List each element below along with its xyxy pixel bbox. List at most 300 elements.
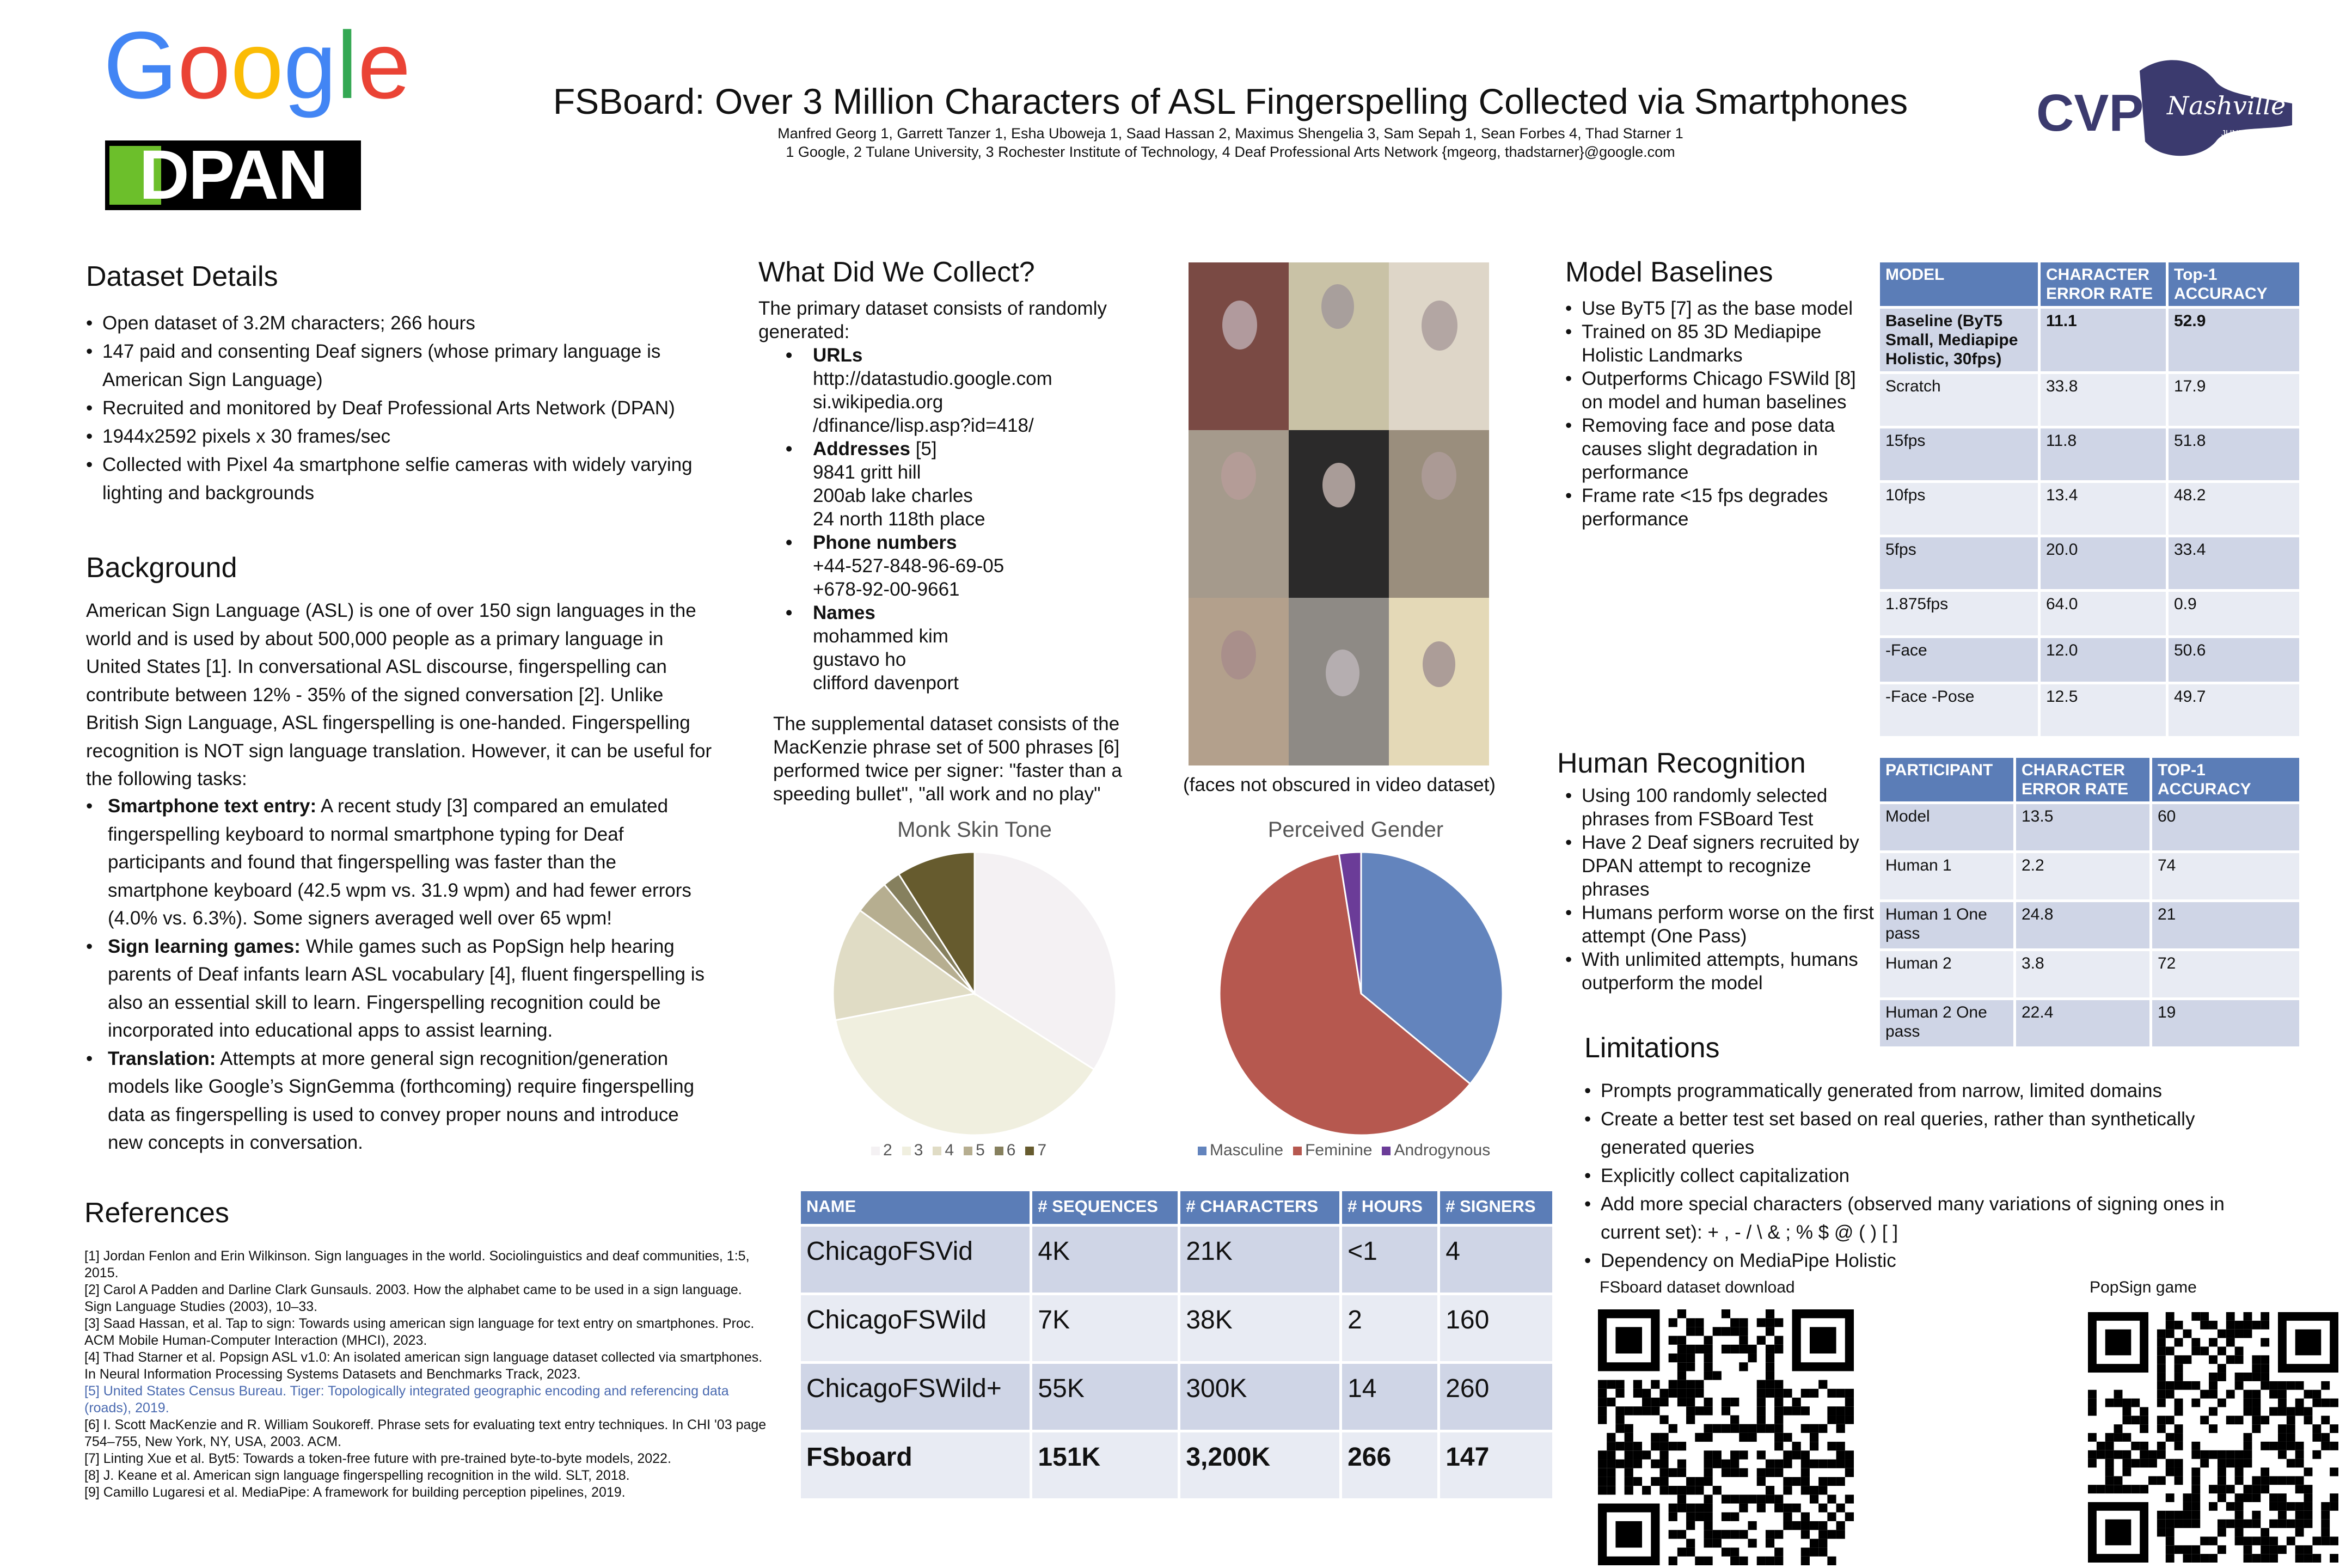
qr-module	[2191, 1493, 2200, 1502]
qr-module	[2278, 1493, 2287, 1502]
qr-finder	[2105, 1330, 2132, 1356]
qr-module	[2191, 1485, 2200, 1493]
table-cell: 22.4	[2016, 1000, 2149, 1046]
qr-module	[2261, 1355, 2269, 1364]
table-header-row	[801, 1191, 1552, 1224]
qr-module	[1669, 1424, 1677, 1433]
qr-module	[2295, 1442, 2304, 1450]
list-item: • Removing face and pose data causes slight degradation in performance	[1565, 414, 1870, 484]
qr-module	[2209, 1424, 2218, 1433]
qr-module	[1774, 1442, 1783, 1450]
qr-module	[2157, 1346, 2166, 1355]
qr-module	[2191, 1554, 2200, 1563]
qr-module	[1801, 1389, 1810, 1398]
signer-photo	[1189, 430, 1289, 598]
qr-module	[1827, 1557, 1836, 1565]
qr-module	[2235, 1502, 2244, 1511]
google-logo-l: l	[336, 13, 358, 119]
qr-module	[1836, 1504, 1845, 1512]
table-cell: 2.2	[2016, 853, 2149, 899]
qr-module	[1669, 1318, 1677, 1327]
qr-module	[2166, 1312, 2175, 1321]
qr-module	[2278, 1502, 2287, 1511]
qr-module	[2191, 1476, 2200, 1485]
qr-module	[2114, 1433, 2123, 1442]
qr-module	[1598, 1450, 1607, 1459]
qr-module	[1757, 1424, 1766, 1433]
qr-module	[1659, 1442, 1668, 1450]
qr-module	[2175, 1364, 2183, 1373]
qr-module	[2252, 1390, 2261, 1399]
qr-module	[2295, 1476, 2304, 1485]
qr-module	[1659, 1389, 1668, 1398]
qr-module	[2244, 1312, 2252, 1321]
qr-module	[2114, 1450, 2123, 1459]
qr-module	[1669, 1389, 1677, 1398]
qr-module	[1677, 1362, 1686, 1371]
qr-module	[1783, 1433, 1792, 1442]
qr-module	[2226, 1312, 2235, 1321]
qr-module	[1836, 1521, 1845, 1530]
qr-module	[2244, 1321, 2252, 1330]
qr-module	[1739, 1336, 1748, 1345]
table-row	[801, 1364, 1552, 1430]
qr-module	[2261, 1364, 2269, 1373]
qr-module	[1801, 1548, 1810, 1557]
qr-module	[2131, 1442, 2140, 1450]
qr-module	[2226, 1416, 2235, 1424]
qr-module	[2278, 1442, 2287, 1450]
qr-module	[2218, 1520, 2226, 1528]
qr-module	[2166, 1468, 2175, 1477]
list-item: • Trained on 85 3D Mediapipe Holistic Landmarks	[1565, 320, 1870, 367]
table-cell: 20.0	[2041, 537, 2166, 589]
qr-module	[1766, 1327, 1774, 1336]
qr-module	[2157, 1442, 2166, 1450]
qr-module	[2088, 1390, 2097, 1399]
qr-module	[2209, 1338, 2218, 1347]
qr-module	[1766, 1530, 1774, 1539]
qr-module	[1659, 1450, 1668, 1459]
background-heading: Background	[86, 552, 237, 584]
table-header: # HOURS	[1342, 1191, 1437, 1224]
table-cell: -Face	[1880, 638, 2038, 682]
qr-module	[2183, 1330, 2191, 1338]
qr-module	[2244, 1390, 2252, 1399]
qr-module	[1713, 1371, 1722, 1380]
table-row	[1880, 951, 2299, 997]
qr-module	[2321, 1399, 2330, 1407]
url-item: http://datastudio.google.com	[813, 368, 1052, 389]
table-cell: Human 1 One pass	[1880, 902, 2013, 948]
qr-module	[2295, 1485, 2304, 1493]
qr-module	[1722, 1327, 1730, 1336]
qr-module	[2131, 1485, 2140, 1493]
qr-module	[1730, 1512, 1739, 1521]
qr-module	[1651, 1477, 1659, 1486]
legend-label: 7	[1037, 1141, 1047, 1159]
qr-module	[2218, 1545, 2226, 1554]
references-heading: References	[84, 1197, 229, 1229]
table-header: # CHARACTERS	[1180, 1191, 1339, 1224]
qr-module	[1774, 1398, 1783, 1406]
table-cell: 1.875fps	[1880, 592, 2038, 635]
table-cell: ChicagoFSWild	[801, 1295, 1030, 1361]
qr-module	[2166, 1330, 2175, 1338]
qr-module	[1730, 1415, 1739, 1424]
qr-module	[1677, 1530, 1686, 1539]
qr-module	[1757, 1398, 1766, 1406]
qr-module	[1633, 1477, 1642, 1486]
qr-module	[1774, 1415, 1783, 1424]
supplemental-text: The supplemental dataset consists of the MacKenzie phrase set of 500 phrases [6] performed twice per signer: "faster than a speeding bullet", "all work and no play"	[773, 713, 1122, 805]
qr-module	[1633, 1380, 1642, 1389]
qr-module	[1818, 1521, 1827, 1530]
qr-module	[2321, 1528, 2330, 1537]
qr-module	[1695, 1486, 1704, 1494]
qr-module	[1774, 1406, 1783, 1415]
qr-module	[1633, 1442, 1642, 1450]
url-item: si.wikipedia.org	[813, 391, 944, 413]
qr-module	[1818, 1380, 1827, 1389]
item-text: Attempts at more general sign recognition/generation models like Google’s SignGemma (forthcoming) require fingerspelling data as fingerspelling is used to convey proper nouns and introduce new concepts in conversation.	[108, 1048, 695, 1153]
qr-module	[1607, 1398, 1615, 1406]
qr-module	[1677, 1353, 1686, 1362]
table-cell: 24.8	[2016, 902, 2149, 948]
table-cell: 11.8	[2041, 428, 2166, 480]
qr-module	[1836, 1424, 1845, 1433]
qr-module	[2157, 1528, 2166, 1537]
qr-module	[1607, 1468, 1615, 1477]
qr-module	[2131, 1459, 2140, 1468]
qr-module	[2131, 1416, 2140, 1424]
qr-module	[1792, 1398, 1801, 1406]
model-baselines-list	[1565, 297, 1870, 531]
qr-module	[2122, 1450, 2131, 1459]
qr-module	[1757, 1406, 1766, 1415]
qr-module	[2166, 1545, 2175, 1554]
qr-module	[1677, 1309, 1686, 1318]
qr-module	[1748, 1521, 1757, 1530]
qr-finder	[2105, 1520, 2132, 1546]
signer-photo	[1289, 262, 1389, 430]
legend-swatch	[1293, 1147, 1302, 1155]
gender-legend	[1198, 1141, 1546, 1160]
table-row	[1880, 309, 2299, 371]
qr-module	[2252, 1399, 2261, 1407]
human-recognition-list	[1565, 784, 1878, 995]
qr-module	[1730, 1468, 1739, 1477]
qr-module	[2304, 1554, 2313, 1563]
qr-module	[2269, 1536, 2278, 1545]
qr-module	[2218, 1528, 2226, 1537]
table-cell: 48.2	[2169, 483, 2299, 535]
limitations-heading: Limitations	[1584, 1032, 1720, 1064]
qr-module	[2209, 1390, 2218, 1399]
qr-module	[2269, 1493, 2278, 1502]
google-logo-g2: g	[283, 13, 337, 119]
qr-module	[2295, 1545, 2304, 1554]
qr-module	[1659, 1477, 1668, 1486]
table-cell: 147	[1440, 1432, 1552, 1498]
qr-module	[1757, 1389, 1766, 1398]
qr-module	[2261, 1554, 2269, 1563]
qr-module	[2330, 1442, 2338, 1450]
qr-module	[2295, 1450, 2304, 1459]
qr-module	[1633, 1460, 1642, 1468]
qr-module	[2175, 1520, 2183, 1528]
qr-module	[2218, 1346, 2226, 1355]
qr-module	[2278, 1545, 2287, 1554]
qr-module	[1625, 1450, 1633, 1459]
qr-module	[1818, 1486, 1827, 1494]
qr-module	[1695, 1512, 1704, 1521]
qr-module	[1669, 1380, 1677, 1389]
qr-module	[1686, 1477, 1695, 1486]
qr-module	[1677, 1380, 1686, 1389]
table-header: # SEQUENCES	[1032, 1191, 1178, 1224]
list-item: • With unlimited attempts, humans outperform the model	[1565, 948, 1878, 995]
list-item: • Using 100 randomly selected phrases from FSBoard Test	[1565, 784, 1878, 831]
qr-module	[2235, 1476, 2244, 1485]
qr-module	[1827, 1415, 1836, 1424]
qr-module	[1607, 1477, 1615, 1486]
qr-module	[2097, 1450, 2105, 1459]
qr-module	[1625, 1424, 1633, 1433]
table-row	[1880, 537, 2299, 589]
qr-module	[2122, 1459, 2131, 1468]
qr-module	[2175, 1373, 2183, 1381]
qr-module	[2114, 1390, 2123, 1399]
qr-module	[1783, 1521, 1792, 1530]
table-cell: 14	[1342, 1364, 1437, 1430]
qr-module	[2166, 1528, 2175, 1537]
qr-module	[2244, 1493, 2252, 1502]
table-header: # SIGNERS	[1440, 1191, 1552, 1224]
qr-module	[1730, 1398, 1739, 1406]
qr-module	[1845, 1494, 1854, 1503]
qr-module	[1713, 1486, 1722, 1494]
qr-module	[2321, 1536, 2330, 1545]
qr-module	[2269, 1520, 2278, 1528]
qr-module	[1827, 1389, 1836, 1398]
qr-module	[2166, 1346, 2175, 1355]
qr-module	[2088, 1485, 2097, 1493]
table-cell: 33.4	[2169, 537, 2299, 589]
gender-pie	[1203, 847, 1519, 1141]
table-cell: <1	[1342, 1227, 1437, 1293]
qr-module	[2269, 1554, 2278, 1563]
legend-swatch	[1025, 1147, 1034, 1155]
qr-module	[1836, 1406, 1845, 1415]
qr-module	[1774, 1530, 1783, 1539]
qr-module	[1713, 1424, 1722, 1433]
qr-module	[1766, 1362, 1774, 1371]
qr-module	[1695, 1557, 1704, 1565]
qr-module	[1615, 1389, 1624, 1398]
list-item: • 1944x2592 pixels x 30 frames/sec	[86, 422, 728, 451]
qr-module	[1801, 1486, 1810, 1494]
qr-module	[1757, 1504, 1766, 1512]
table-header: CHARACTER ERROR RATE	[2041, 262, 2166, 306]
qr-module	[1739, 1433, 1748, 1442]
dataset-download-qr[interactable]	[1598, 1309, 1854, 1565]
qr-module	[1766, 1468, 1774, 1477]
qr-module	[1625, 1442, 1633, 1450]
qr-module	[1827, 1477, 1836, 1486]
names-label: • Names	[758, 601, 1140, 624]
qr-module	[2278, 1476, 2287, 1485]
qr-module	[1598, 1406, 1607, 1415]
qr-module	[2244, 1373, 2252, 1381]
qr-module	[2252, 1416, 2261, 1424]
list-item: • 147 paid and consenting Deaf signers (whose primary language is American Sign Language)	[86, 338, 728, 394]
qr-module	[1642, 1398, 1651, 1406]
google-logo-e: e	[358, 13, 411, 119]
qr-module	[2200, 1346, 2209, 1355]
qr-module	[2157, 1381, 2166, 1390]
qr-module	[2304, 1493, 2313, 1502]
qr-module	[2330, 1502, 2338, 1511]
qr-module	[2157, 1399, 2166, 1407]
qr-module	[1774, 1548, 1783, 1557]
qr-module	[2269, 1442, 2278, 1450]
qr-module	[2218, 1459, 2226, 1468]
qr-module	[1739, 1504, 1748, 1512]
qr-module	[1686, 1380, 1695, 1389]
skin-tone-legend	[871, 1141, 1143, 1160]
qr-module	[1686, 1327, 1695, 1336]
qr-module	[1810, 1389, 1818, 1398]
qr-module	[1748, 1494, 1757, 1503]
qr-module	[1845, 1389, 1854, 1398]
legend-label: 6	[1006, 1141, 1016, 1159]
table-cell: 266	[1342, 1432, 1437, 1498]
table-cell: 12.0	[2041, 638, 2166, 682]
table-header-row	[1880, 758, 2299, 801]
qr-module	[2200, 1416, 2209, 1424]
qr-module	[2295, 1528, 2304, 1537]
reference-item: [1] Jordan Fenlon and Erin Wilkinson. Sign languages in the world. Sociolinguistics and deaf communities, 1:5, 2015.	[84, 1248, 750, 1281]
item-label: Translation:	[108, 1048, 216, 1069]
list-item: • Frame rate <15 fps degrades performance	[1565, 484, 1870, 531]
qr-module	[2287, 1520, 2295, 1528]
qr-module	[1695, 1433, 1704, 1442]
qr-module	[2278, 1390, 2287, 1399]
qr-module	[2244, 1407, 2252, 1416]
qr-module	[1722, 1424, 1730, 1433]
qr-module	[1686, 1406, 1695, 1415]
qr-module	[1774, 1380, 1783, 1389]
qr-module	[2235, 1459, 2244, 1468]
qr-module	[2122, 1468, 2131, 1477]
qr-module	[1774, 1494, 1783, 1503]
qr-module	[1739, 1362, 1748, 1371]
qr-module	[2157, 1450, 2166, 1459]
qr-module	[2157, 1416, 2166, 1424]
qr-module	[1669, 1504, 1677, 1512]
qr-module	[1836, 1460, 1845, 1468]
legend-item	[1293, 1141, 1372, 1160]
qr-module	[1739, 1450, 1748, 1459]
table-cell: 52.9	[2169, 309, 2299, 371]
qr-module	[2122, 1433, 2131, 1442]
list-item	[86, 1045, 718, 1157]
qr-module	[1739, 1494, 1748, 1503]
qr-module	[2321, 1442, 2330, 1450]
qr-finder	[1810, 1327, 1836, 1353]
qr-module	[2209, 1450, 2218, 1459]
skin-tone-pie	[819, 847, 1135, 1141]
author-block	[490, 124, 1971, 161]
qr-module	[2200, 1554, 2209, 1563]
qr-module	[1774, 1424, 1783, 1433]
qr-module	[2218, 1450, 2226, 1459]
qr-module	[2321, 1433, 2330, 1442]
qr-module	[2226, 1485, 2235, 1493]
qr-module	[1766, 1345, 1774, 1353]
qr-module	[2252, 1485, 2261, 1493]
qr-module	[2235, 1493, 2244, 1502]
qr-module	[1766, 1539, 1774, 1547]
qr-module	[1739, 1530, 1748, 1539]
qr-module	[2330, 1399, 2338, 1407]
qr-module	[2261, 1442, 2269, 1450]
qr-module	[1810, 1486, 1818, 1494]
table-cell: Scratch	[1880, 374, 2038, 426]
qr-module	[2191, 1346, 2200, 1355]
table-cell: ChicagoFSWild+	[801, 1364, 1030, 1430]
qr-module	[1722, 1530, 1730, 1539]
qr-module	[1810, 1424, 1818, 1433]
url-item: /dfinance/lisp.asp?id=418/	[813, 415, 1034, 436]
qr-module	[1748, 1539, 1757, 1547]
qr-module	[2175, 1407, 2183, 1416]
qr-module	[1739, 1424, 1748, 1433]
qr-module	[1810, 1521, 1818, 1530]
qr-module	[2209, 1321, 2218, 1330]
popsign-qr[interactable]	[2088, 1312, 2338, 1563]
qr-module	[2105, 1399, 2114, 1407]
google-logo-text	[103, 13, 411, 119]
qr-module	[2122, 1485, 2131, 1493]
qr-module	[2261, 1545, 2269, 1554]
qr-module	[1642, 1406, 1651, 1415]
authors-line: Manfred Georg 1, Garrett Tanzer 1, Esha Uboweja 1, Saad Hassan 2, Maximus Shengelia 3, Sam Sepah 1, Sean Forbes 4, Thad Starner 1	[777, 125, 1683, 142]
cvpr-logo-dates: JUNE 11-15, 2025	[2221, 129, 2293, 138]
qr-module	[2157, 1476, 2166, 1485]
qr-module	[2209, 1355, 2218, 1364]
legend-item	[1198, 1141, 1283, 1160]
list-item: • Explicitly collect capitalization	[1584, 1162, 2254, 1190]
google-logo	[103, 13, 411, 120]
legend-swatch	[933, 1147, 941, 1155]
qr-module	[2244, 1330, 2252, 1338]
table-cell: Human 1	[1880, 853, 2013, 899]
qr-module	[2321, 1416, 2330, 1424]
qr-module	[2218, 1493, 2226, 1502]
qr-module	[1836, 1389, 1845, 1398]
list-item: • Prompts programmatically generated from narrow, limited domains	[1584, 1077, 2254, 1105]
qr-module	[2287, 1476, 2295, 1485]
qr-module	[2312, 1554, 2321, 1563]
qr-module	[1625, 1406, 1633, 1415]
qr-module	[1704, 1336, 1712, 1345]
qr-module	[2269, 1476, 2278, 1485]
qr-module	[1783, 1450, 1792, 1459]
qr-module	[2330, 1493, 2338, 1502]
qr-module	[2261, 1468, 2269, 1477]
